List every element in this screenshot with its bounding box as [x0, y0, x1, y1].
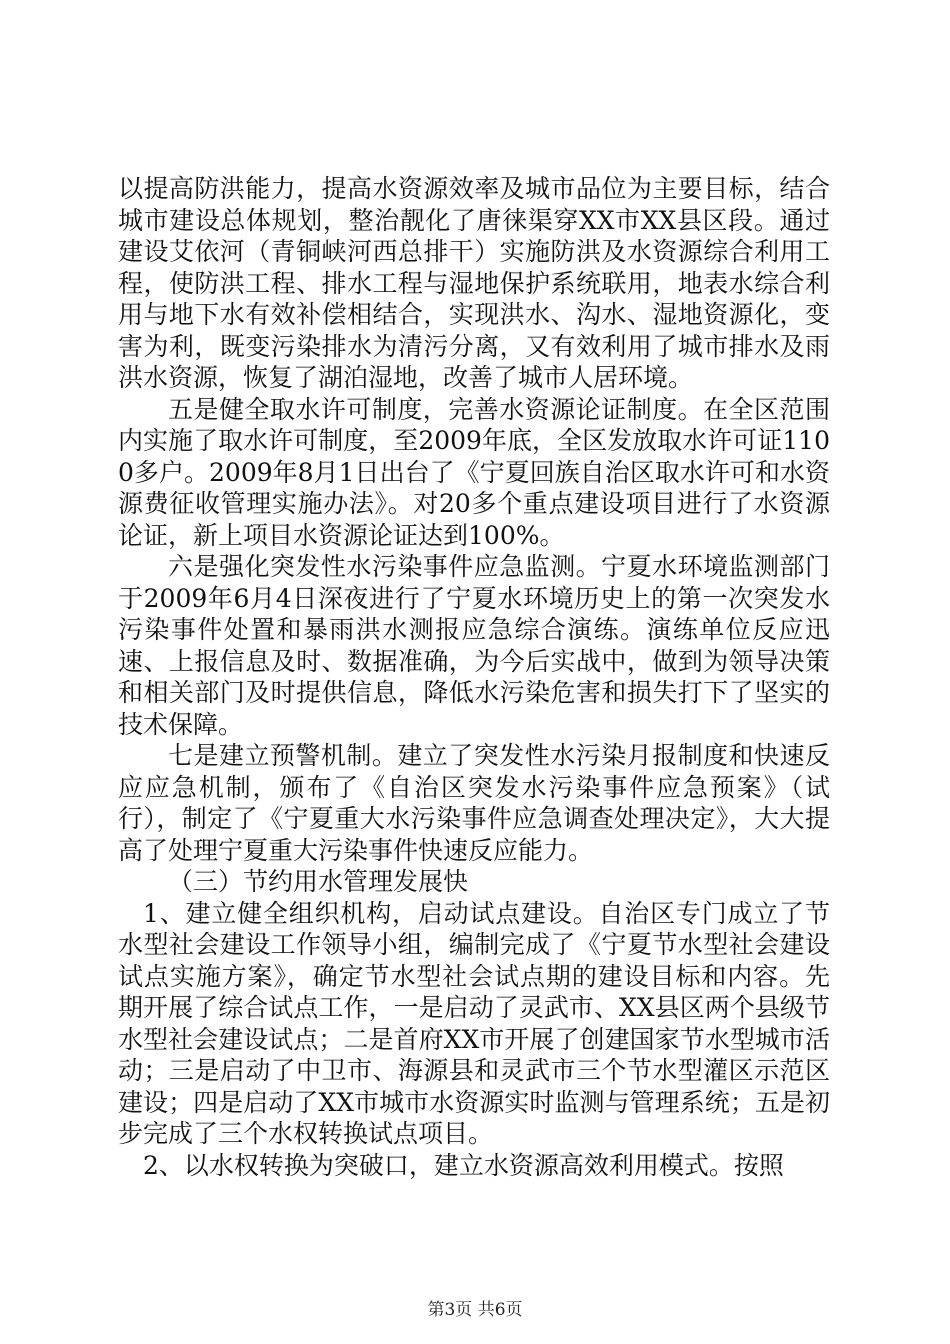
document-body	[118, 173, 830, 1181]
paragraph-water-rights: 2、以水权转换为突破口，建立水资源高效利用模式。按照	[143, 1150, 784, 1180]
paragraph-flood-control: 以提高防洪能力，提高水资源效率及城市品位为主要目标，结合城市建设总体规划，整治靓化了唐徕渠穿XX市XX县区段。通过建设艾依河（青铜峡河西总排干）实施防洪及水资源综合利用工程，使防洪工程、排水工程与湿地保护系统联用，地表水综合利用与地下水有效补偿相结合，实现洪水、沟水、湿地资源化，变害为利，既变污染排水为清污分离，又有效利用了城市排水及雨洪水资源，恢复了湖泊湿地，改善了城市人居环境。	[118, 174, 830, 392]
section-heading-water-saving: （三）节约用水管理发展快	[168, 867, 469, 896]
page-footer: 第3页 共6页	[427, 1300, 523, 1320]
paragraph-water-permit: 五是健全取水许可制度，完善水资源论证制度。在全区范围内实施了取水许可制度，至2009年底，全区发放取水许可证1100多户。2009年8月1日出台了《宁夏回族自治区取水许可和水资源费征收管理实施办法》。对20多个重点建设项目进行了水资源论证，新上项目水资源论证达到100%。	[118, 394, 830, 550]
paragraph-emergency-monitoring: 六是强化突发性水污染事件应急监测。宁夏水环境监测部门于2009年6月4日深夜进行了宁夏水环境历史上的第一次突发水污染事件处置和暴雨洪水测报应急综合演练。演练单位反应迅速、上报信息及时、数据准确，为今后实战中，做到为领导决策和相关部门及时提供信息，降低水污染危害和损失打下了坚实的技术保障。	[118, 552, 830, 739]
paragraph-warning-mechanism: 七是建立预警机制。建立了突发性水污染月报制度和快速反应应急机制，颁布了《自治区突发水污染事件应急预案》（试行），制定了《宁夏重大水污染事件应急调查处理决定》，大大提高了处理宁夏重大污染事件快速反应能力。	[118, 741, 830, 865]
paragraph-organization: 1、建立健全组织机构，启动试点建设。自治区专门成立了节水型社会建设工作领导小组，编制完成了《宁夏节水型社会建设试点实施方案》，确定节水型社会试点期的建设目标和内容。先期开展了综合试点工作，一是启动了灵武市、XX县区两个县级节水型社会建设试点；二是首府XX市开展了创建国家节水型城市活动；三是启动了中卫市、海源县和灵武市三个节水型灌区示范区建设；四是启动了XX市城市水资源实时监测与管理系统；五是初步完成了三个水权转换试点项目。	[118, 898, 830, 1148]
